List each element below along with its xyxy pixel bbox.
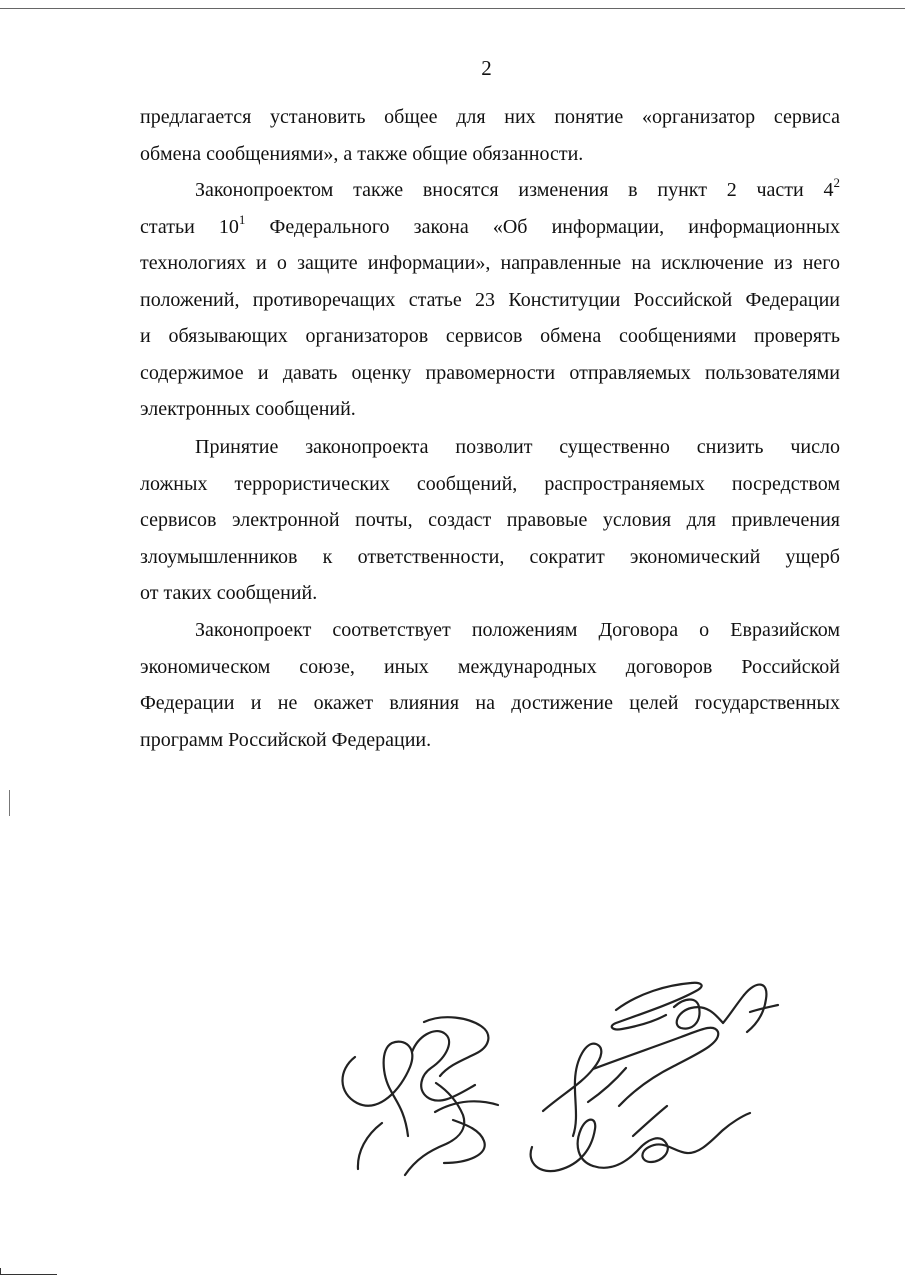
text-line: Федерации и не окажет влияния на достижение целей государственных [140,692,840,714]
text-fragment: Федерального закона «Об информации, информационных [245,215,840,238]
text-line: электронных сообщений. [140,398,356,420]
paragraph-3 [140,429,840,612]
signature-2-stroke [612,983,702,1030]
text-line: программ Российской Федерации. [140,728,432,751]
text-fragment: Законопроектом также вносятся изменения в пункт 2 части 4 [195,179,834,201]
signature-3-stroke [588,1068,626,1102]
paragraph-1 [140,99,840,172]
paragraph-4 [140,612,840,758]
signature-1-stroke [435,1101,498,1112]
text-line: содержимое и давать оценку правомерности отправляемых пользователями [140,361,840,384]
text-line: технологиях и о защите информации», направленные на исключение из него [140,252,840,274]
signature-3-stroke [593,1113,750,1168]
text-line: от таких сообщений. [140,582,318,604]
text-line: обмена сообщениями», а также общие обязанности. [140,142,584,165]
text-line: ложных террористических сообщений, распространяемых посредством [140,472,840,495]
text-line: сервисов электронной почты, создаст правовые условия для привлечения [140,509,840,531]
scan-left-mark [9,790,10,816]
handwritten-signatures [330,965,800,1205]
text-line: Законопроект соответствует положениям Договора о Евразийском [195,619,840,641]
text-line: положений, противоречащих статье 23 Конституции Российской Федерации [140,288,840,311]
superscript: 2 [833,175,840,190]
signature-3-stroke [543,1044,601,1136]
text-line: предлагается установить общее для них понятие «организатор сервиса [140,106,840,128]
signature-area [330,965,800,1205]
signature-1-stroke [412,1031,475,1100]
text-line: и обязывающих организаторов сервисов обмена сообщениями проверять [140,325,840,347]
text-line: злоумышленников к ответственности, сократит экономический ущерб [140,545,840,568]
scan-top-edge [0,8,905,9]
superscript: 1 [238,211,246,227]
signature-1-stroke [342,1042,412,1136]
paragraph-2-first-line [140,172,840,209]
text-line: экономическом союзе, иных международных договоров Российской [140,655,840,678]
signature-3-stroke [633,1106,667,1136]
page-number: 2 [481,56,492,80]
text-line: Принятие законопроекта позволит существенно снизить число [195,436,840,458]
text-fragment: статьи 10 [140,215,239,238]
signature-2-stroke [674,995,744,1029]
signature-3-stroke [593,1028,718,1106]
paragraph-2-second-line [140,209,840,246]
signature-1-stroke [358,1123,382,1169]
signature-3-stroke [531,1120,596,1172]
paragraph-2 [140,172,840,428]
scan-bottom-corner-mark [0,1268,57,1275]
